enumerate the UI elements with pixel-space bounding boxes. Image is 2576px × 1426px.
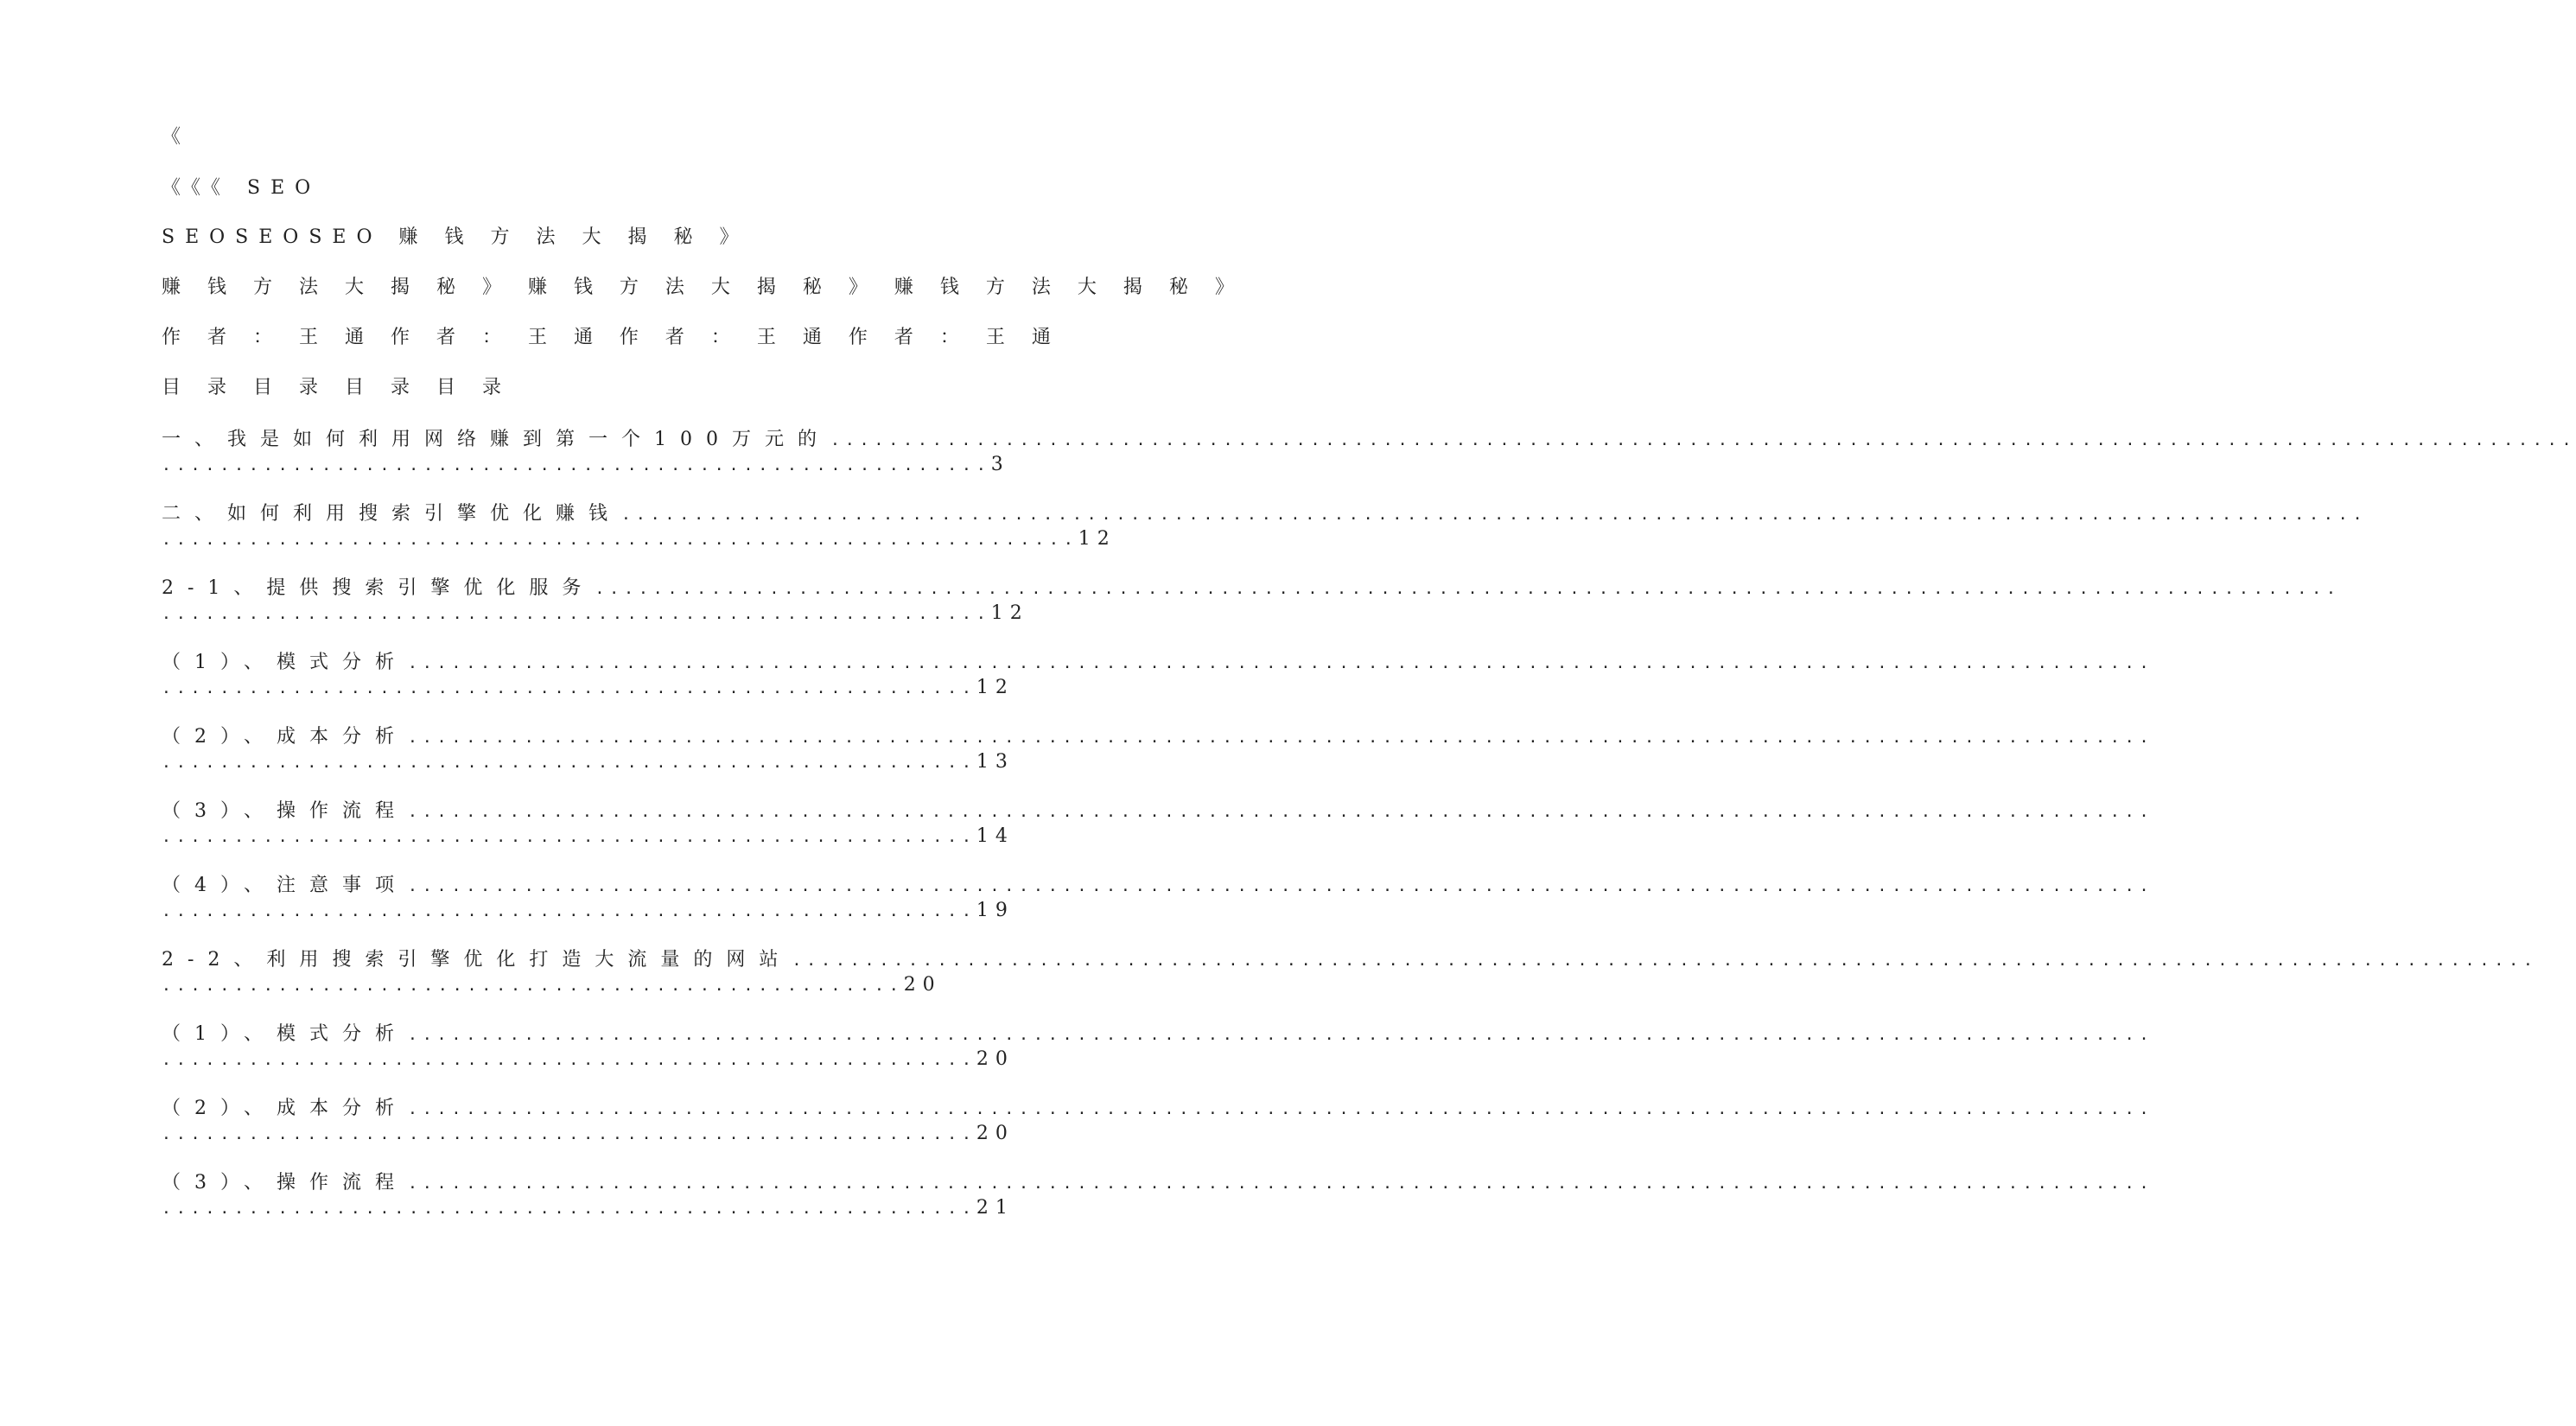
toc-heading: 目 录 目 录 目 录 目 录 (162, 377, 512, 398)
toc-entry-continuation (162, 824, 1014, 849)
toc-entry-title: （3）、操作流程 (162, 800, 408, 822)
toc-entry[interactable] (162, 724, 2154, 774)
header-line-1: 《 (162, 126, 192, 148)
toc-dot-leader: ........................................................................................................................ (830, 431, 2576, 449)
toc-page-number: 20 (976, 1123, 1014, 1144)
toc-dot-leader: ........................................................................................................................ (408, 1026, 2154, 1044)
toc-entry-line (162, 501, 2368, 526)
toc-entry-continuation (162, 972, 946, 997)
toc-dot-leader: ........................................................................................................................ (792, 952, 2538, 970)
toc-entry-title: 二、如何利用搜索引擎优化赚钱 (162, 503, 622, 525)
toc-page-number: 20 (903, 974, 942, 996)
toc-entry[interactable] (162, 873, 2154, 923)
toc-entry-line (162, 576, 2341, 601)
toc-entry[interactable] (162, 1022, 2154, 1072)
toc-page-number: 19 (976, 900, 1014, 921)
toc-dot-leader: ........................................................ (162, 828, 976, 846)
toc-entry-title: （3）、操作流程 (162, 1172, 408, 1194)
toc-entry-line (162, 650, 2154, 675)
toc-entry-title: （2）、成本分析 (162, 1098, 408, 1119)
toc-entry[interactable] (162, 427, 2576, 477)
toc-entry[interactable] (162, 1096, 2154, 1146)
toc-dot-leader: ............................................................... (162, 531, 1078, 549)
toc-dot-leader: ................................................... (162, 977, 904, 995)
toc-page-number: 12 (976, 677, 1014, 698)
toc-entry-line (162, 724, 2154, 749)
toc-dot-leader: ........................................................................................................................ (595, 580, 2341, 598)
toc-entry-line (162, 947, 2538, 972)
toc-entry-title: （2）、成本分析 (162, 726, 408, 748)
toc-entry-line (162, 427, 2576, 452)
toc-dot-leader: ........................................................................................................................ (408, 1175, 2154, 1193)
toc-dot-leader: ........................................................................................................................ (408, 729, 2154, 747)
toc-entry-title: （1）、模式分析 (162, 1023, 408, 1045)
toc-dot-leader: ........................................................ (162, 679, 976, 697)
toc-dot-leader: ........................................................ (162, 1200, 976, 1218)
toc-entry-continuation (162, 1121, 1014, 1146)
toc-entry-continuation (162, 1195, 1014, 1220)
toc-dot-leader: ........................................................................................................................ (621, 506, 2368, 524)
toc-entry-line (162, 799, 2154, 824)
toc-entry-line (162, 1022, 2154, 1047)
toc-entry[interactable] (162, 650, 2154, 700)
toc-entry-line (162, 873, 2154, 898)
toc-page-number: 12 (990, 602, 1029, 624)
toc-dot-leader: ........................................................................................................................ (408, 654, 2154, 672)
toc-entry[interactable] (162, 576, 2341, 626)
toc-entry-title: 一、我是如何利用网络赚到第一个100万元的 (162, 429, 830, 450)
toc-entry-continuation (162, 452, 1010, 477)
toc-entry-line (162, 1170, 2154, 1195)
toc-entry[interactable] (162, 947, 2538, 997)
toc-dot-leader: ......................................................... (162, 456, 991, 474)
toc-entry-title: 2-2、利用搜索引擎优化打造大流量的网站 (162, 949, 792, 971)
toc-page-number: 12 (1078, 528, 1116, 550)
toc-page-number: 21 (976, 1197, 1014, 1219)
toc-dot-leader: ........................................................ (162, 902, 976, 920)
toc-entry-title: 2-1、提供搜索引擎优化服务 (162, 577, 595, 599)
toc-dot-leader: ........................................................................................................................ (408, 803, 2154, 821)
toc-entry-continuation (162, 675, 1014, 700)
header-line-3: SEOSEOSEO 赚 钱 方 法 大 揭 秘 》 (162, 226, 749, 248)
author-line: 作 者 ： 王 通 作 者 ： 王 通 作 者 ： 王 通 作 者 ： 王 通 (162, 327, 1061, 348)
header-line-2: 《《《 SEO (162, 177, 321, 199)
toc-dot-leader: ........................................................................................................................ (408, 1100, 2154, 1118)
toc-entry-continuation (162, 526, 1116, 551)
toc-dot-leader: ........................................................ (162, 754, 976, 772)
toc-dot-leader: ........................................................................................................................ (408, 877, 2154, 895)
toc-entry[interactable] (162, 1170, 2154, 1220)
toc-page-number: 14 (976, 825, 1014, 847)
toc-dot-leader: ......................................................... (162, 605, 991, 623)
toc-dot-leader: ........................................................ (162, 1051, 976, 1069)
toc-entry-title: （1）、模式分析 (162, 652, 408, 673)
toc-page-number: 3 (990, 454, 1010, 475)
toc-entry[interactable] (162, 501, 2368, 551)
header-line-4: 赚 钱 方 法 大 揭 秘 》 赚 钱 方 法 大 揭 秘 》 赚 钱 方 法 大 揭 秘 》 (162, 277, 1244, 298)
toc-entry-continuation (162, 1047, 1014, 1072)
toc-entry-continuation (162, 749, 1014, 774)
toc-page-number: 20 (976, 1048, 1014, 1070)
toc-entry-title: （4）、注意事项 (162, 875, 408, 896)
toc-entry[interactable] (162, 799, 2154, 849)
toc-page-number: 13 (976, 751, 1014, 773)
toc-entry-continuation (162, 601, 1029, 626)
toc-dot-leader: ........................................................ (162, 1125, 976, 1143)
toc-entry-continuation (162, 898, 1014, 923)
toc-entry-line (162, 1096, 2154, 1121)
